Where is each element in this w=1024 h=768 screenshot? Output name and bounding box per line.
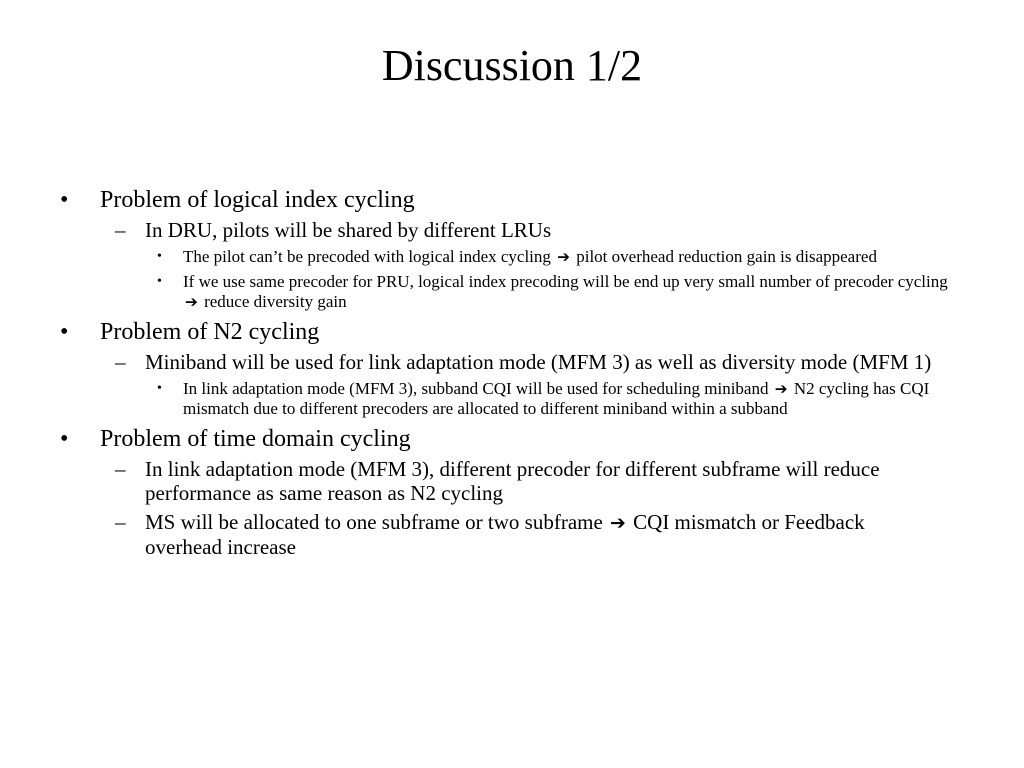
- right-arrow-icon: ➔: [774, 380, 788, 398]
- detail-text-after: reduce diversity gain: [204, 292, 347, 311]
- sub-bullet-text: In DRU, pilots will be shared by different LRUs: [145, 218, 552, 242]
- right-arrow-icon: ➔: [557, 248, 570, 266]
- sub-bullet-text-after: CQI mismatch or Feedback overhead increase: [145, 510, 865, 559]
- sub-bullet-miniband: [0, 350, 945, 374]
- small-bullet-marker: •: [157, 381, 162, 396]
- bullet-problem-n2-cycling: [0, 319, 940, 345]
- dash-marker: –: [115, 457, 126, 481]
- detail-text-before: In link adaptation mode (MFM 3), subband CQI will be used for scheduling miniband: [183, 379, 769, 398]
- dash-marker: –: [115, 218, 126, 242]
- detail-text-before: If we use same precoder for PRU, logical index precoding will be end up very small number of precoder cycling: [183, 272, 948, 291]
- bullet-problem-logical-index-cycling: [0, 187, 940, 213]
- detail-text-after: N2 cycling has CQI mismatch due to different precoders are allocated to different miniband within a subband: [183, 379, 930, 418]
- sub-bullet-text: Miniband will be used for link adaptation mode (MFM 3) as well as diversity mode (MFM 1): [145, 350, 932, 374]
- bullet-text: Problem of logical index cycling: [100, 187, 415, 213]
- detail-bullet-subband-cqi: [0, 379, 953, 419]
- right-arrow-icon: ➔: [610, 512, 626, 534]
- bullet-text: Problem of N2 cycling: [100, 319, 320, 345]
- right-arrow-icon: ➔: [185, 293, 198, 311]
- slide-title: Discussion 1/2: [381, 41, 643, 90]
- bullet-marker: •: [60, 319, 69, 345]
- bullet-problem-time-domain-cycling: [0, 426, 940, 452]
- bullet-marker: •: [60, 426, 69, 452]
- detail-text-after: pilot overhead reduction gain is disappeared: [576, 247, 877, 266]
- small-bullet-marker: •: [157, 274, 162, 289]
- small-bullet-marker: •: [157, 249, 162, 264]
- bullet-text: Problem of time domain cycling: [100, 426, 411, 452]
- sub-bullet-text: In link adaptation mode (MFM 3), different precoder for different subframe will reduce performance as same reason as N2 cycling: [145, 457, 880, 505]
- dash-marker: –: [115, 510, 126, 534]
- sub-bullet-different-precoder-subframe: [0, 457, 945, 505]
- sub-bullet-text-before: MS will be allocated to one subframe or two subframe: [145, 510, 603, 534]
- detail-text-before: The pilot can’t be precoded with logical index cycling: [183, 247, 551, 266]
- bullet-marker: •: [60, 187, 69, 213]
- detail-bullet-same-precoder-pru: [0, 272, 953, 312]
- detail-bullet-pilot-precoding: [0, 247, 953, 267]
- dash-marker: –: [115, 350, 126, 374]
- sub-bullet-dru-pilots: [0, 218, 945, 242]
- sub-bullet-ms-allocation: [0, 510, 945, 559]
- slide-body: [0, 180, 1024, 559]
